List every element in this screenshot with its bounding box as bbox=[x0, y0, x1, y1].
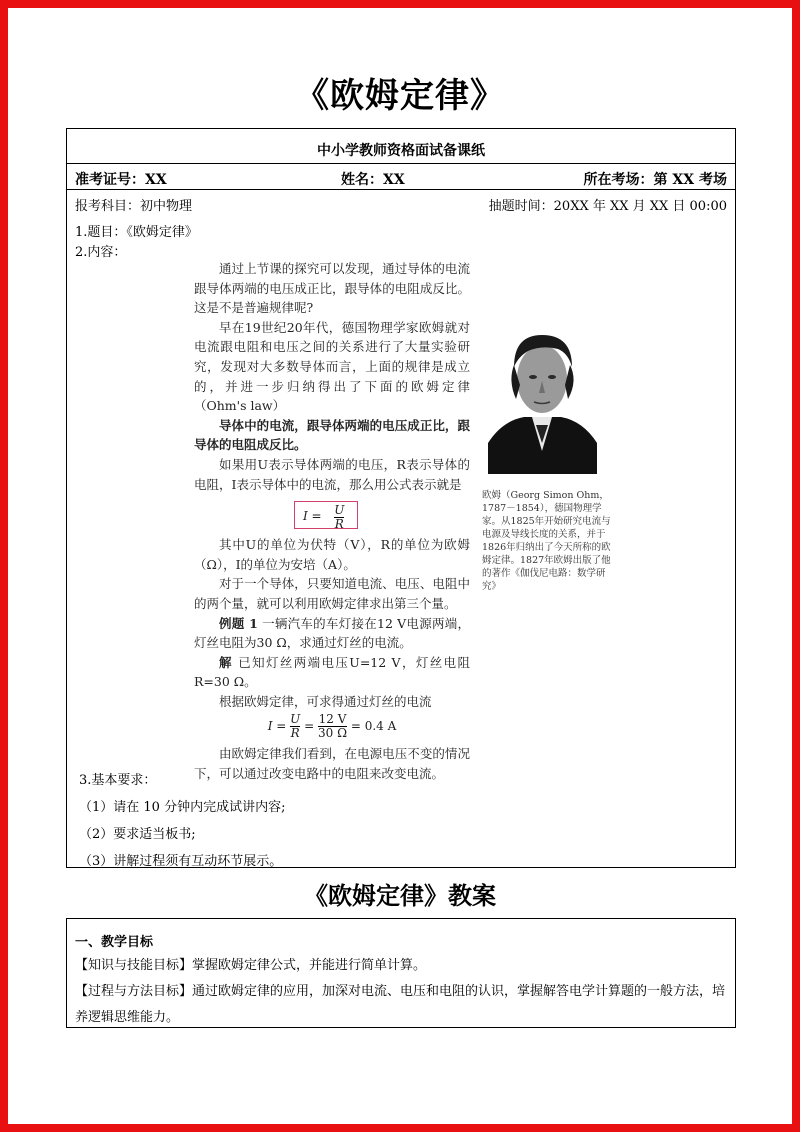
lesson-plan-box bbox=[66, 918, 736, 1028]
draw-time: 抽题时间：20XX 年 XX 月 XX 日 00:00 bbox=[488, 199, 727, 214]
requirements bbox=[79, 767, 285, 875]
paragraph: 早在19世纪20年代，德国物理学家欧姆就对电流跟电阻和电压之间的关系进行了大量实验研究，发现对大多数导体而言，上面的规律是成立的，并进一步归纳得出了下面的欧姆定律（Ohm's law） bbox=[194, 319, 470, 414]
calc-numerator: 12 V bbox=[318, 712, 347, 727]
subject-label: 报考科目：初中物理 bbox=[75, 199, 193, 214]
paragraph: 由欧姆定律我们看到，在电源电压不变的情况下，可以通过改变电路中的电阻来改变电流。 bbox=[194, 746, 470, 782]
formula-numerator: U bbox=[334, 503, 345, 518]
requirement-item: （1）请在 10 分钟内完成试讲内容; bbox=[79, 800, 286, 815]
textbook-excerpt bbox=[194, 259, 470, 784]
example bbox=[194, 614, 470, 653]
topic-line: 1.题目：《欧姆定律》 bbox=[75, 225, 198, 240]
ohms-law-formula bbox=[294, 501, 358, 532]
calc-fraction-ur bbox=[290, 713, 300, 740]
paragraph: 根据欧姆定律，可求得通过灯丝的电流 bbox=[219, 693, 432, 709]
calc-result: = 0.4 A bbox=[350, 719, 397, 734]
calc-fraction-values bbox=[318, 713, 347, 740]
calculation bbox=[194, 713, 470, 740]
admission-number: 准考证号：XX bbox=[75, 172, 167, 188]
content-label: 2.内容： bbox=[75, 245, 127, 260]
portrait-caption: 欧姆（Georg Simon Ohm，1787－1854），德国物理学家。从1825年开始研究电流与电源及导线长度的关系，并于1826年归纳出了今天所称的欧姆定律。1827年欧姆出版了他的著作《伽伐尼电路：数学研究》 bbox=[482, 490, 611, 592]
calc-lhs: I = bbox=[267, 719, 287, 734]
paragraph: 对于一个导体，只要知道电流、电压、电阻中的两个量，就可以利用欧姆定律求出第三个量。 bbox=[194, 576, 470, 611]
form-header: 中小学教师资格面试备课纸 bbox=[317, 143, 485, 159]
ohms-law-statement: 导体中的电流，跟导体两端的电压成正比，跟导体的电阻成反比。 bbox=[194, 417, 470, 453]
page-title: 《欧姆定律》 bbox=[295, 76, 505, 116]
lesson-plan-title: 《欧姆定律》教案 bbox=[304, 881, 496, 910]
candidate-name: 姓名：XX bbox=[341, 172, 405, 188]
calc-u: U bbox=[290, 712, 301, 727]
solution-label: 解 bbox=[219, 654, 233, 670]
formula-lhs: I = bbox=[303, 509, 322, 524]
exam-venue: 所在考场：第 XX 考场 bbox=[583, 172, 727, 188]
formula-fraction bbox=[334, 504, 344, 531]
paragraph: 其中U的单位为伏特（V），R的单位为欧姆（Ω），I的单位为安培（A）。 bbox=[194, 537, 470, 572]
calc-equals: = bbox=[304, 719, 315, 734]
requirements-label: 3.基本要求： bbox=[79, 773, 157, 788]
solution bbox=[194, 653, 470, 692]
requirement-item: （3）讲解过程须有互动环节展示。 bbox=[79, 854, 283, 869]
formula-denominator: R bbox=[334, 517, 344, 532]
example-text: 一辆汽车的车灯接在12 V电源两端，灯丝电阻为30 Ω，求通过灯丝的电流。 bbox=[194, 615, 470, 651]
candidate-info-row bbox=[67, 163, 735, 189]
solution-text: 已知灯丝两端电压U=12 V，灯丝电阻R=30 Ω。 bbox=[194, 654, 470, 690]
section-heading: 一、教学目标 bbox=[75, 935, 154, 950]
paragraph: 通过上节课的探究可以发现，通过导体的电流跟导体两端的电压成正比，跟导体的电阻成反比。这是不是普遍规律呢? bbox=[194, 261, 470, 316]
goal-knowledge: 【知识与技能目标】掌握欧姆定律公式，并能进行简单计算。 bbox=[75, 958, 427, 973]
goal-process: 【过程与方法目标】通过欧姆定律的应用，加深对电流、电压和电阻的认识，掌握解答电学计算题的一般方法，培养逻辑思维能力。 bbox=[75, 984, 726, 1025]
calc-denominator: 30 Ω bbox=[317, 726, 348, 741]
prep-form bbox=[66, 128, 736, 868]
form-body bbox=[67, 189, 735, 190]
paragraph: 如果用U表示导体两端的电压，R表示导体的电阻，I表示导体中的电流，那么用公式表示就是 bbox=[194, 456, 470, 492]
ohm-portrait-image bbox=[488, 325, 597, 474]
example-label: 例题 1 bbox=[219, 615, 258, 631]
requirement-item: （2）要求适当板书; bbox=[79, 827, 196, 842]
calc-r: R bbox=[290, 726, 300, 741]
